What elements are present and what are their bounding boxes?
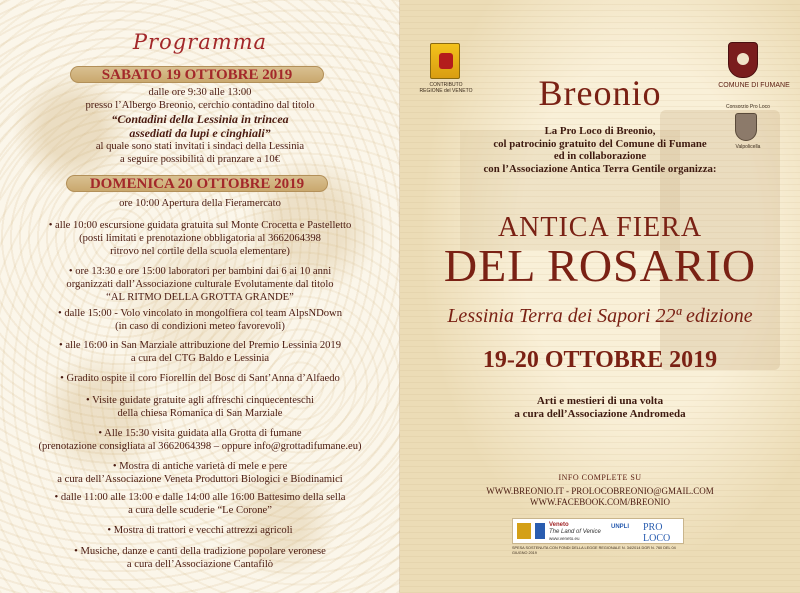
event-subtitle: Lessinia Terra dei Sapori 22ª edizione xyxy=(447,305,753,327)
arti-line: Arti e mestieri di una volta xyxy=(536,395,664,407)
sunday-item xyxy=(0,339,400,365)
funding-note: SPESA SOSTENUTA CON FONDI DELLA LEGGE REGIONALE N. 34/2014 DGR N. 760 DEL 04 GIUGNO 2019 xyxy=(512,546,676,555)
saturday-line: al quale sono stati invitati i sindaci della Lessinia xyxy=(95,141,305,152)
program-line: a cura dell’Associazione Cantafilò xyxy=(126,559,274,570)
saturday-header: SABATO 19 OTTOBRE 2019 xyxy=(70,66,324,83)
info-label: INFO COMPLETE SU xyxy=(558,473,642,482)
program-line: della chiesa Romanica di San Marziale xyxy=(117,408,283,419)
event-dates: 19-20 OTTOBRE 2019 xyxy=(482,347,718,373)
facebook-link[interactable]: WWW.FACEBOOK.COM/BREONIO xyxy=(529,496,670,507)
sunday-item xyxy=(0,460,400,486)
saturday-line: dalle ore 9:30 alle 13:00 xyxy=(148,87,252,98)
program-line: (in caso di condizioni meteo favorevoli) xyxy=(115,321,285,332)
program-line: (posti limitati e prenotazione obbligatoria al 3662064398 xyxy=(79,233,321,244)
sunday-item xyxy=(0,219,400,258)
veneto-brand xyxy=(549,522,601,536)
program-line: organizzati dall’Associazione culturale Evolutamente dal titolo xyxy=(66,279,334,290)
program-line: • Musiche, danze e canti della tradizione popolare veronese xyxy=(74,546,326,557)
program-line: • alle 10:00 escursione guidata gratuita sul Monte Crocetta e Pastelletto xyxy=(48,220,352,231)
sunday-item xyxy=(0,491,400,517)
sunday-item xyxy=(0,524,400,537)
sunday-header: DOMENICA 20 OTTOBRE 2019 xyxy=(66,175,328,192)
program-line: a cura dell’Associazione Veneta Produttori Biologici e Biodinamici xyxy=(57,474,343,485)
program-line: • Alle 15:30 visita guidata alla Grotta di fumane xyxy=(98,428,302,439)
program-line: a cura delle scuderie “Le Corone” xyxy=(128,505,272,516)
proloco-logo: PRO LOCO xyxy=(643,522,671,544)
saturday-block xyxy=(0,86,400,166)
sunday-item xyxy=(0,427,400,453)
program-line: • Mostra di antiche varietà di mele e pere xyxy=(112,461,288,472)
sunday-item xyxy=(0,307,400,333)
intro-line: con l’Associazione Antica Terra Gentile organizza: xyxy=(483,162,717,175)
event-title-line-2: DEL ROSARIO xyxy=(443,240,757,291)
sponsor-strip xyxy=(512,518,684,544)
sunday-item xyxy=(0,197,400,210)
program-line: ritrovo nel cortile della scuola elementare) xyxy=(110,246,290,257)
website-email-link[interactable]: WWW.BREONIO.IT - PROLOCOBREONIO@GMAIL.COM xyxy=(486,486,714,496)
sunday-item xyxy=(0,394,400,420)
saturday-italic-line: “Contadini della Lessinia in trincea xyxy=(111,112,289,126)
program-line: • dalle 15:00 - Volo vincolato in mongolfiera col team AlpsNDown xyxy=(57,308,342,319)
program-line: • Visite guidate gratuite agli affreschi cinquecenteschi xyxy=(85,395,314,406)
program-line: “AL RITMO DELLA GROTTA GRANDE” xyxy=(106,292,294,303)
arti-line: a cura dell’Associazione Andromeda xyxy=(514,408,686,420)
program-line: • Gradito ospite il coro Fiorellin del Bosc di Sant’Anna d’Alfaedo xyxy=(60,373,340,384)
saturday-line: a seguire possibilità di pranzare a 10€ xyxy=(119,154,281,165)
saturday-italic-line: assediati da lupi e cinghiali” xyxy=(129,126,271,140)
program-line: • ore 13:30 e ore 15:00 laboratori per bambini dai 6 ai 10 anni xyxy=(68,266,332,277)
event-title-line-1: ANTICA FIERA xyxy=(497,212,703,243)
arti-block xyxy=(400,395,800,421)
sponsor-logo-icon xyxy=(517,523,531,539)
comune-fumane-caption: COMUNE DI FUMANE xyxy=(718,82,790,89)
intro-line: La Pro Loco di Breonio, xyxy=(544,125,656,137)
unpli-logo: UNPLI xyxy=(611,524,629,530)
saturday-line: presso l’Albergo Breonio, cerchio contadino dal titolo xyxy=(85,100,315,111)
sunday-item xyxy=(0,265,400,304)
veneto-brand-tagline: The Land of Venice xyxy=(549,529,601,535)
town-title: Breonio xyxy=(538,73,662,113)
intro-line: ed in collaborazione xyxy=(553,150,647,162)
program-line: • Mostra di trattori e vecchi attrezzi agricoli xyxy=(107,525,293,536)
program-line: ore 10:00 Apertura della Fieramercato xyxy=(119,198,281,209)
program-title: Programma xyxy=(132,30,268,54)
sunday-item xyxy=(0,545,400,571)
program-line: • alle 16:00 in San Marziale attribuzione del Premio Lessinia 2019 xyxy=(58,340,342,351)
program-line: a cura del CTG Baldo e Lessinia xyxy=(130,353,270,364)
valpolicella-caption: Valpolicella xyxy=(735,144,761,150)
consorzio-caption: Consorzio Pro Loco xyxy=(726,104,770,110)
veneto-brand-name: Veneto xyxy=(549,522,569,528)
regione-veneto-caption: CONTRIBUTO REGIONE del VENETO xyxy=(419,82,473,94)
program-line: • dalle 11:00 alle 13:00 e dalle 14:00 alle 16:00 Battesimo della sella xyxy=(54,492,346,503)
sunday-item xyxy=(0,372,400,385)
contact-links xyxy=(400,486,800,507)
organizer-intro xyxy=(400,125,800,175)
sponsor-logo-icon xyxy=(535,523,545,539)
program-line: (prenotazione consigliata al 3662064398 – oppure info@grottadifumane.eu) xyxy=(38,441,362,452)
veneto-url: www.veneto.eu xyxy=(549,536,580,541)
intro-line: col patrocinio gratuito del Comune di Fumane xyxy=(493,137,707,150)
